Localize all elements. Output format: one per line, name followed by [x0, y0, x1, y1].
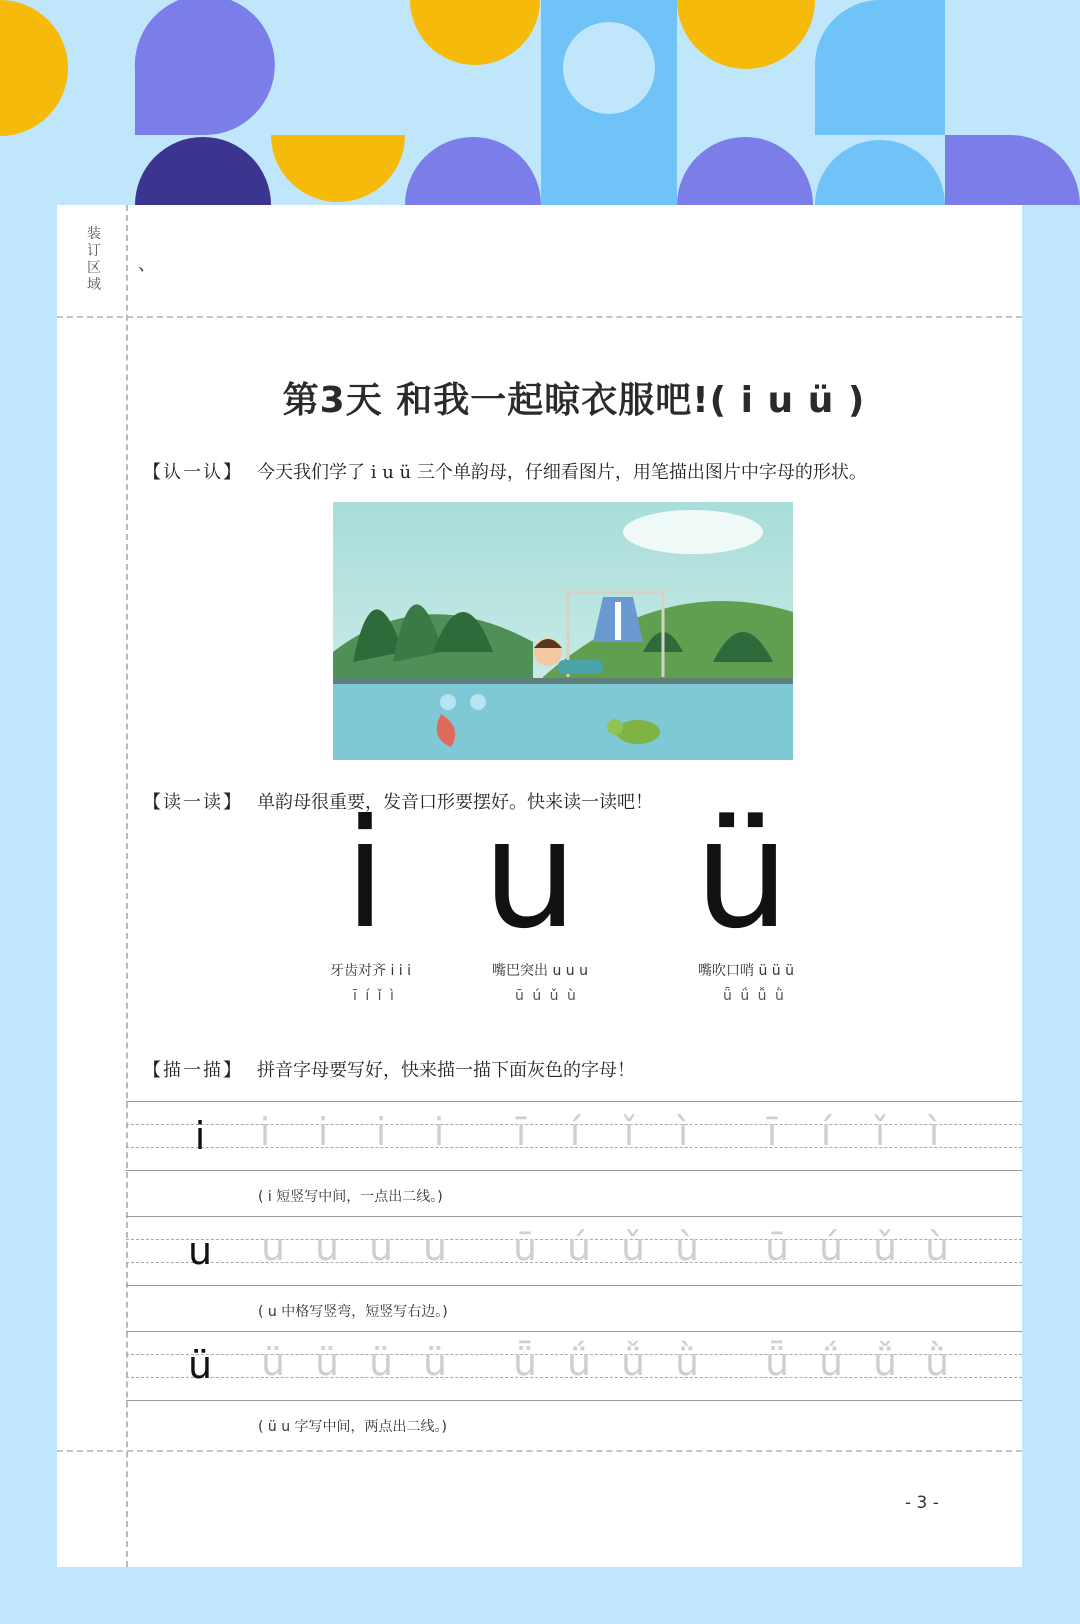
- trace-letter: ì: [677, 1110, 689, 1154]
- writing-line: [126, 1170, 1022, 1171]
- trace-letter: ǜ: [674, 1340, 700, 1384]
- trace-letter: ù: [674, 1225, 700, 1269]
- trace-letter: ǖ: [764, 1340, 790, 1384]
- writing-line: [126, 1216, 1022, 1217]
- writing-line: [126, 1400, 1022, 1401]
- trace-letter: ì: [928, 1110, 940, 1154]
- trace-letter: ǐ: [623, 1110, 635, 1154]
- trace-section: [143, 1056, 635, 1082]
- recognize-tag: 【认一认】: [143, 462, 243, 483]
- big-letter-i: i: [344, 788, 386, 962]
- laundry-illustration: [333, 502, 793, 760]
- trace-letter: ī: [515, 1110, 527, 1154]
- trace-letter: ǜ: [924, 1340, 950, 1384]
- trace-letter: i: [317, 1110, 329, 1154]
- banner-shape: [135, 0, 275, 135]
- letter-u-tones: ū ú ǔ ù: [515, 988, 578, 1004]
- trace-letter: i: [259, 1110, 271, 1154]
- page-number: - 3 -: [905, 1493, 939, 1513]
- trace-letter: ú: [818, 1225, 844, 1269]
- trace-letter: ü: [368, 1340, 394, 1384]
- writing-line: [126, 1331, 1022, 1332]
- decorative-banner: [0, 0, 1080, 205]
- trace-letter: u: [368, 1225, 394, 1269]
- demo-letter-i: i: [194, 1114, 206, 1158]
- trace-instruction: 拼音字母要写好，快来描一描下面灰色的字母！: [257, 1060, 635, 1081]
- trace-letter: í: [820, 1110, 832, 1154]
- trace-letter: i: [433, 1110, 445, 1154]
- letter-v-caption: 嘴吹口哨 ü ü ü: [698, 963, 794, 979]
- trace-letter: í: [569, 1110, 581, 1154]
- trace-letter: u: [314, 1225, 340, 1269]
- binding-area-label: 装订区域: [87, 226, 101, 293]
- trace-letter: ī: [766, 1110, 778, 1154]
- letter-i-caption: 牙齿对齐 i i i: [330, 963, 412, 979]
- trace-letter: ü: [422, 1340, 448, 1384]
- trace-letter: ǔ: [872, 1225, 898, 1269]
- page-title: 第3天 和我一起晾衣服吧!( i u ü ): [282, 380, 866, 421]
- banner-shape: [541, 135, 677, 205]
- letter-v-tones: ǖ ǘ ǚ ǜ: [723, 988, 786, 1004]
- trace-letter: ü: [260, 1340, 286, 1384]
- banner-shape: [815, 0, 945, 135]
- banner-shape: [563, 22, 655, 114]
- trace-letter: ǖ: [512, 1340, 538, 1384]
- trace-letter: ǘ: [818, 1340, 844, 1384]
- writing-line: [126, 1101, 1022, 1102]
- header-divider: [57, 316, 1022, 318]
- big-letter-v: ü: [694, 788, 790, 962]
- demo-letter-u: u: [187, 1229, 213, 1273]
- trace-letter: ú: [566, 1225, 592, 1269]
- trace-tag: 【描一描】: [143, 1060, 243, 1081]
- trace-letter: ū: [764, 1225, 790, 1269]
- writing-line: [126, 1285, 1022, 1286]
- trace-letter: u: [422, 1225, 448, 1269]
- demo-letter-v: ü: [187, 1343, 213, 1387]
- trace-letter: ǚ: [620, 1340, 646, 1384]
- trace-letter: ǘ: [566, 1340, 592, 1384]
- letter-i-tones: ī í ǐ ì: [353, 988, 396, 1004]
- read-instruction: 单韵母很重要，发音口形要摆好。快来读一读吧！: [257, 792, 653, 813]
- letter-u-caption: 嘴巴突出 u u u: [492, 963, 588, 979]
- header-mark: 、: [138, 254, 156, 275]
- big-letter-u: u: [482, 788, 578, 962]
- footer-divider: [57, 1450, 1022, 1452]
- trace-letter: ǚ: [872, 1340, 898, 1384]
- trace-note-u: ( u 中格写竖弯，短竖写右边。): [258, 1304, 448, 1320]
- read-tag: 【读一读】: [143, 792, 243, 813]
- trace-letter: u: [260, 1225, 286, 1269]
- trace-letter: ǐ: [874, 1110, 886, 1154]
- trace-note-i: ( i 短竖写中间，一点出二线。): [258, 1189, 443, 1205]
- trace-letter: ù: [924, 1225, 950, 1269]
- recognize-section: [143, 458, 867, 484]
- trace-letter: i: [375, 1110, 387, 1154]
- trace-note-v: ( ü u 字写中间，两点出二线。): [258, 1419, 448, 1435]
- trace-letter: ü: [314, 1340, 340, 1384]
- trace-letter: ū: [512, 1225, 538, 1269]
- recognize-instruction: 今天我们学了 i u ü 三个单韵母，仔细看图片，用笔描出图片中字母的形状。: [257, 462, 867, 483]
- trace-letter: ǔ: [620, 1225, 646, 1269]
